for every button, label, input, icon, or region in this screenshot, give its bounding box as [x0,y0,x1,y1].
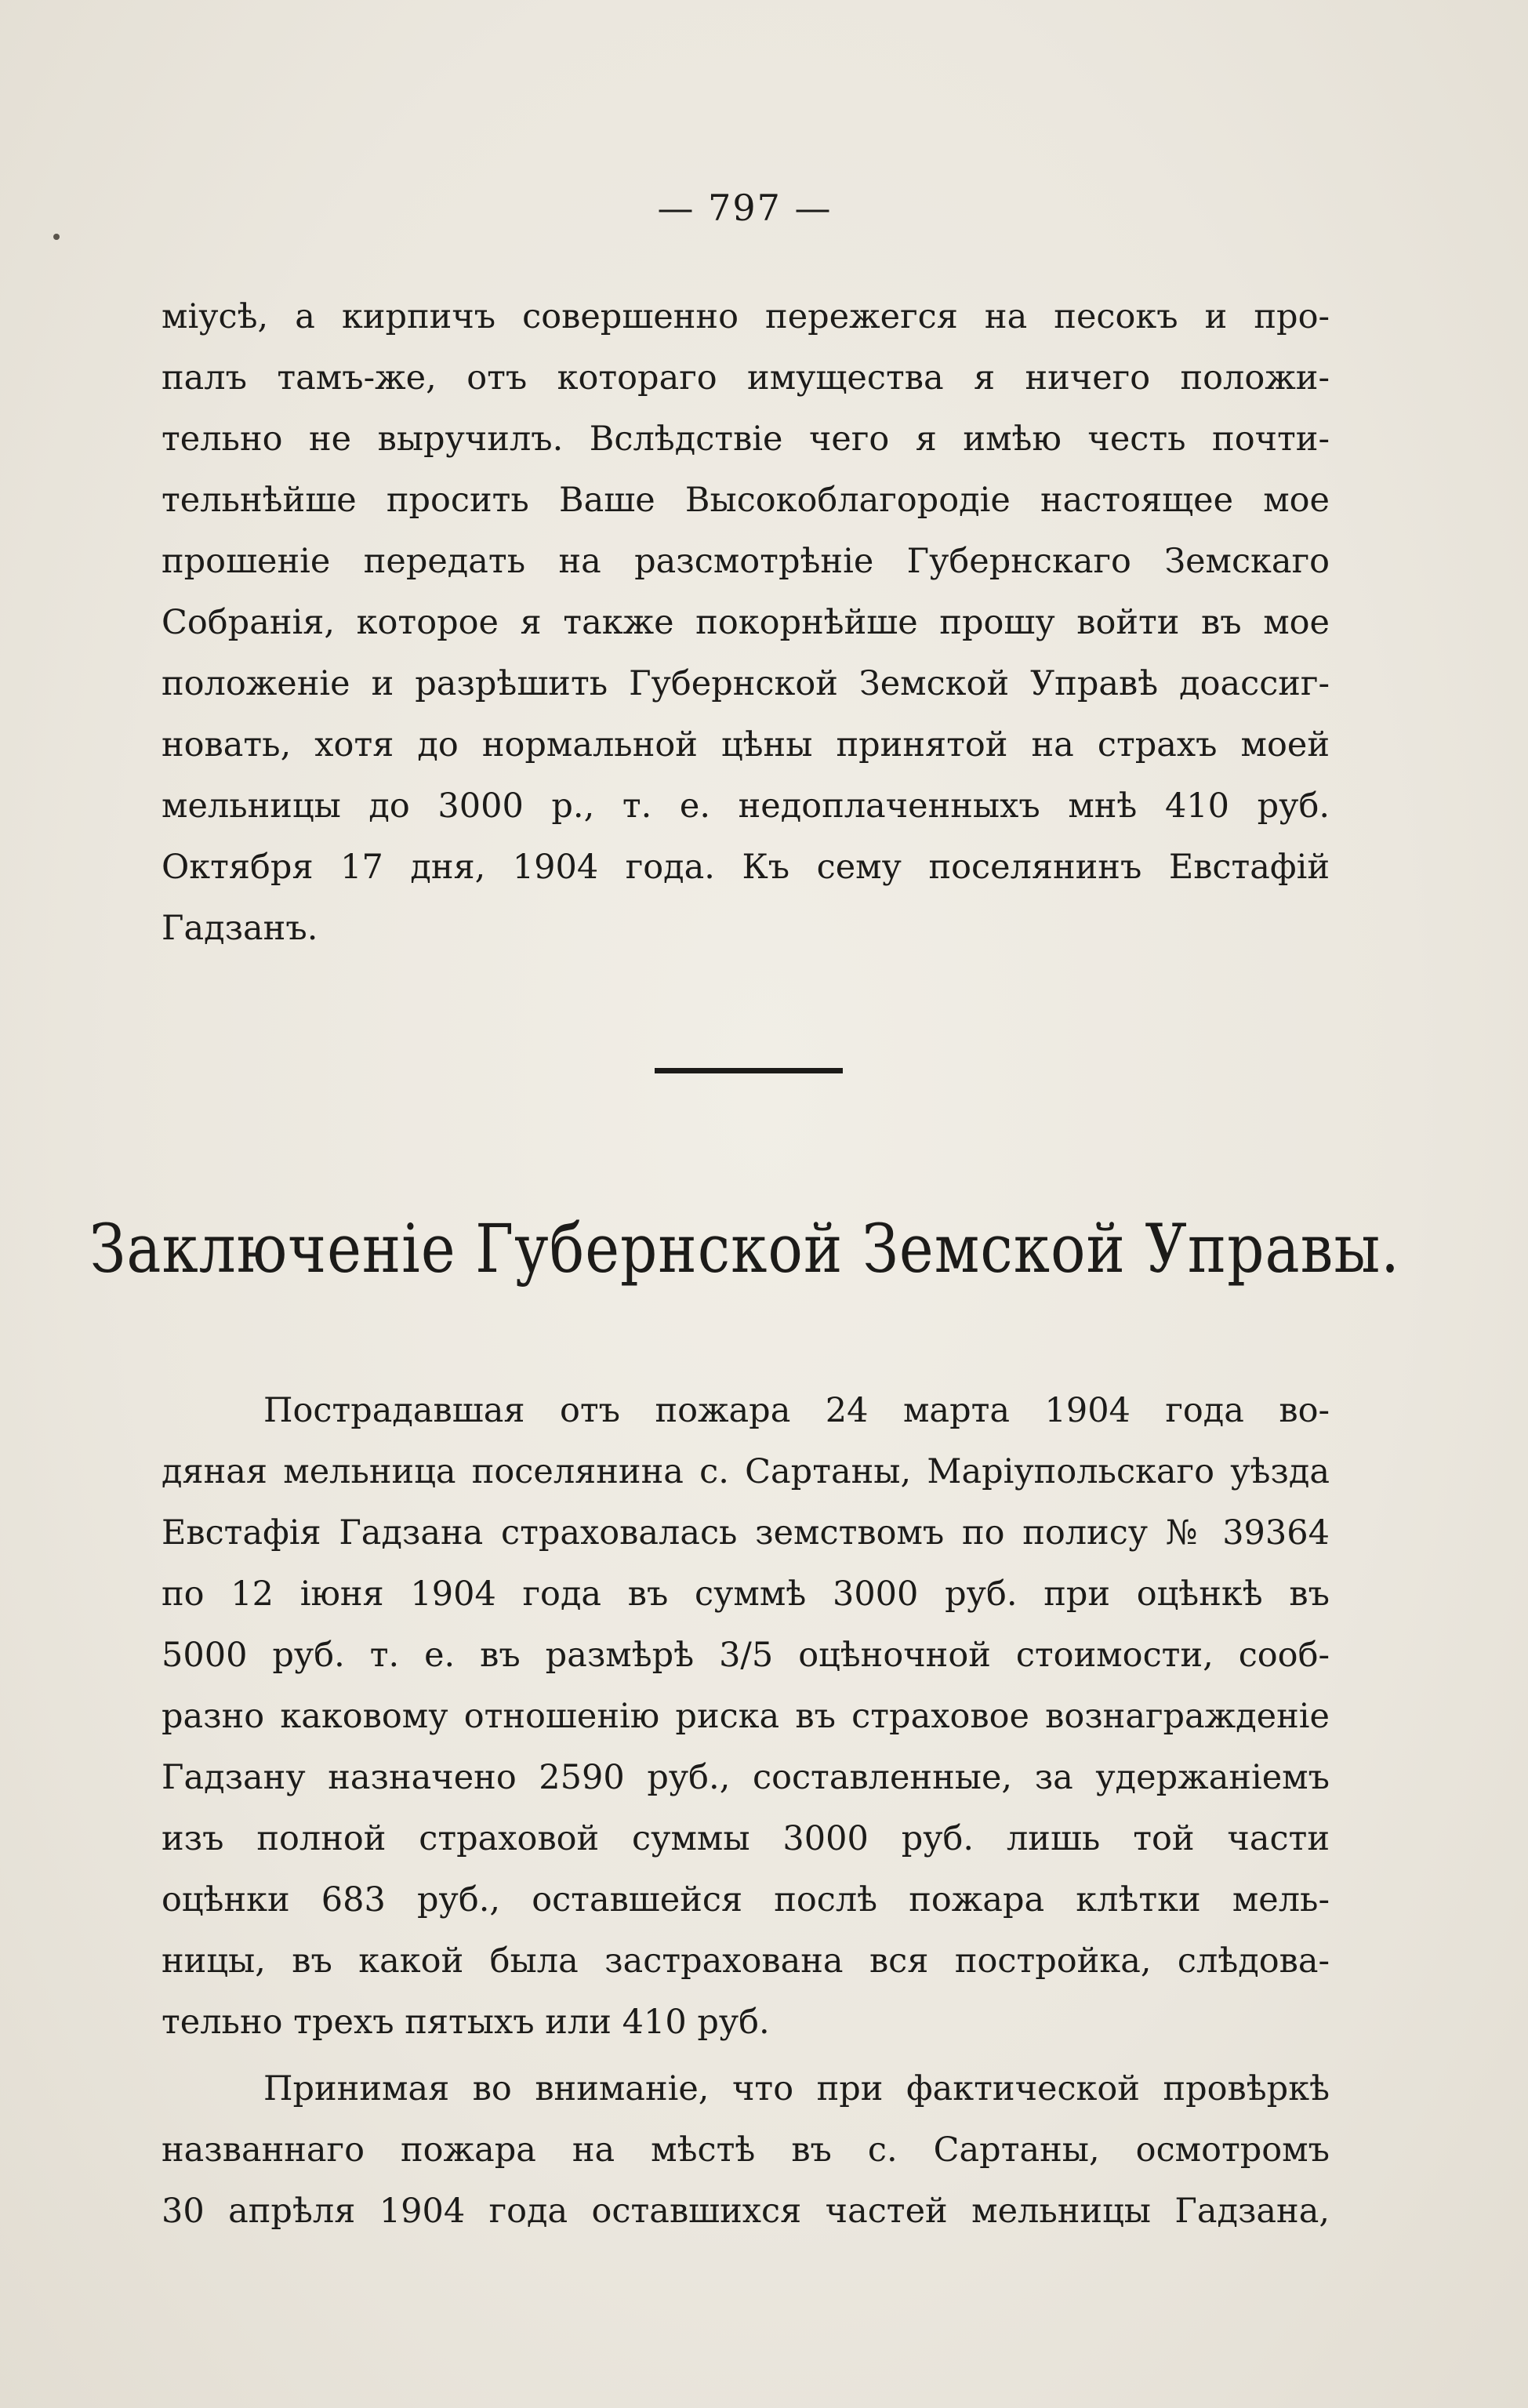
text-line: Октября 17 дня, 1904 года. Къ сему поселянинъ Евстафій [162,848,1330,887]
text-line: Собранія, которое я также покорнѣйше прошу войти въ мое [162,603,1330,642]
page-number: — 797 — [657,187,833,229]
text-line: по 12 іюня 1904 года въ суммѣ 3000 руб. при оцѣнкѣ въ [162,1574,1330,1614]
text-line: 5000 руб. т. е. въ размѣрѣ 3/5 оцѣночной стоимости, сооб- [162,1636,1330,1675]
text-line: тельно не выручилъ. Вслѣдствіе чего я имѣю честь почти- [162,419,1330,459]
text-line: Принимая во вниманіе, что при фактической провѣркѣ [263,2069,1330,2108]
text-line: Гадзанъ. [162,909,318,948]
text-line: новать, хотя до нормальной цѣны принятой на страхъ моей [162,725,1330,765]
paragraph-inspection [162,2058,1330,2242]
text-line: тельнѣйше просить Ваше Высокоблагородіе настоящее мое [162,481,1330,520]
text-line: тельно трехъ пятыхъ или 410 руб. [162,2003,770,2042]
text-line: дяная мельница поселянина с. Сартаны, Маріупольскаго уѣзда [162,1452,1330,1491]
section-heading: Заключеніе Губернской Земской Управы. [89,1210,1400,1288]
text-line: палъ тамъ-же, отъ котораго имущества я ничего положи- [162,358,1330,398]
paragraph-board-conclusion [162,1380,1330,2053]
section-separator-rule [655,1068,843,1073]
text-line: 30 апрѣля 1904 года оставшихся частей мельницы Гадзана, [162,2192,1330,2231]
paragraph-petition-continuation [162,286,1330,959]
text-line: названнаго пожара на мѣстѣ въ с. Сартаны, осмотромъ [162,2130,1330,2170]
text-line: изъ полной страховой суммы 3000 руб. лишь той части [162,1819,1330,1858]
text-line: мельницы до 3000 р., т. е. недоплаченныхъ мнѣ 410 руб. [162,786,1330,826]
text-line: міусѣ, а кирпичъ совершенно пережегся на песокъ и про- [162,297,1330,336]
text-line: разно каковому отношенію риска въ страховое вознагражденіе [162,1697,1330,1736]
text-line: оцѣнки 683 руб., оставшейся послѣ пожара клѣтки мель- [162,1880,1330,1919]
text-line: Пострадавшая отъ пожара 24 марта 1904 года во- [263,1391,1330,1430]
text-line: Евстафія Гадзана страховалась земствомъ по полису № 39364 [162,1513,1330,1553]
text-line: прошеніе передать на разсмотрѣніе Губернскаго Земскаго [162,542,1330,581]
text-line: ницы, въ какой была застрахована вся постройка, слѣдова- [162,1941,1330,1981]
text-line: положеніе и разрѣшить Губернской Земской Управѣ доассиг- [162,664,1330,703]
ink-speck [53,234,60,240]
text-line: Гадзану назначено 2590 руб., составленные, за удержаніемъ [162,1758,1330,1797]
